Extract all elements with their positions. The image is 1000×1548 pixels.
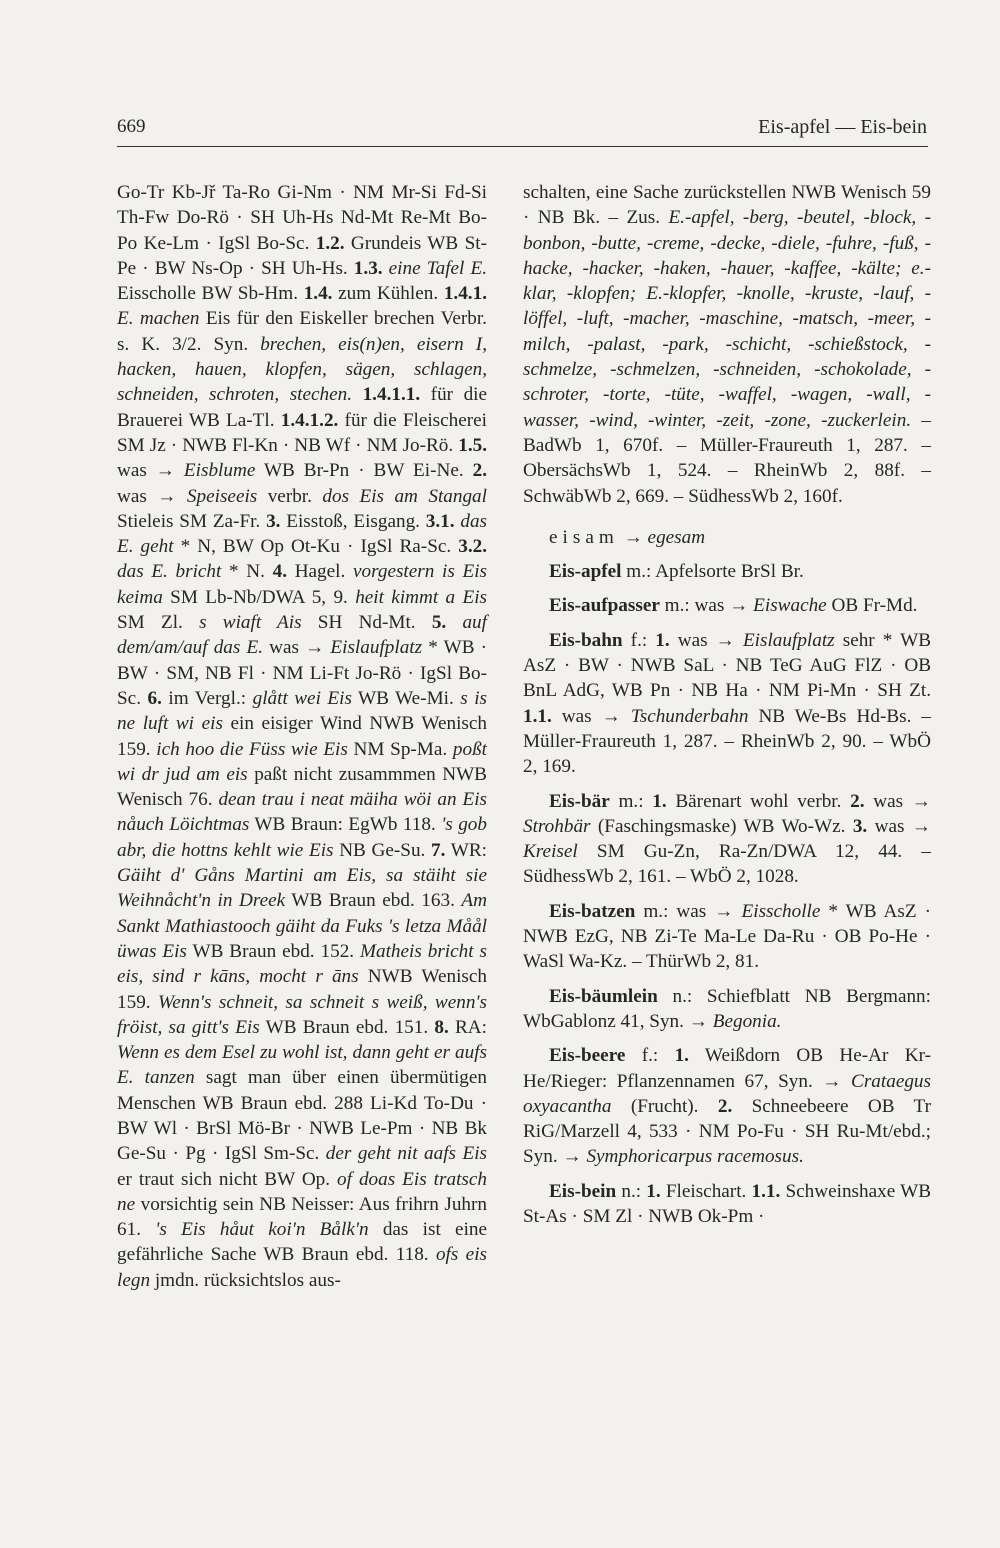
lemma-eis-apfel: Eis-apfel [549,561,622,583]
entry-eis-end: schalten, eine Sache zurückstellen NWB Wenisch 59 · NB Bk. – Zus. E.-apfel, -berg, -beutel, -block, -bonbon, -butte, -creme, -decke, -diele, -fuhre, -fuß, -hacke, -hacker, -haken, -hauer, -kaffee, -kälte; e.-klar, -klopfen; E.-klopfer, -knolle, -kruste, -lauf, -löffel, -luft, -macher, -maschine, -matsch, -meer, -milch, -palast, -park, -schicht, -schießstock, -schmelze, -schmelzen, -schneiden, -schokolade, -schroter, -torte, -tüte, -waffel, -wagen, -wall, -wasser, -wind, -winter, -zeit, -zone, -zuckerlein. – BadWb 1, 670f. – Müller-Fraureuth 1, 287. – ObersächsWb 1, 524. – RheinWb 2, 88f. – SchwäbWb 2, 669. – SüdhessWb 2, 160f. [523,182,931,507]
lemma-eis-bein: Eis-bein [549,1180,617,1202]
lemma-eis-aufpasser: Eis-aufpasser [549,595,660,617]
page-number: 669 [117,116,146,137]
entry-eis-bahn: Eis-bahn f.: 1. was → Eislaufplatz sehr * WB AsZ · BW · NWB SaL · NB TeG AuG FlZ · OB BnL AdG, WB Pn · NB Ha · NM Pi-Mn · SH Zt. 1.1. was → Tschunderbahn NB We-Bs Hd-Bs. – Müller-Fraureuth 1, 287. – RheinWb 2, 90. – WbÖ 2, 169. [523,629,932,778]
entry-eis-baeumlein: Eis-bäumlein n.: Schiefblatt NB Bergmann: WbGablonz 41, Syn. → Begonia. [523,985,931,1032]
entry-eis-beere: Eis-beere f.: 1. Weißdorn OB He-Ar Kr-He/Rieger: Pflanzennamen 67, Syn. → Crataegus oxyacantha (Frucht). 2. Schneebeere OB Tr RiG/Marzell 4, 533 · NM Po-Fu · SH Ru-Mt/ebd.; Syn. → Symphoricarpus racemosus. [523,1045,931,1168]
lemma-eis-baeumlein: Eis-bäumlein [549,985,658,1007]
running-head: Eis-apfel — Eis-bein [758,116,927,138]
entry-eis-continuation: Go-Tr Kb-Jř Ta-Ro Gi-Nm · NM Mr-Si Fd-Si Th-Fw Do-Rö · SH Uh-Hs Nd-Mt Re-Mt Bo-Po Ke-Lm · IgSl Bo-Sc. 1.2. Grundeis WB St-Pe · BW Ns-Op · SH Uh-Hs. 1.3. eine Tafel E. Eisscholle BW Sb-Hm. 1.4. zum Kühlen. 1.4.1. E. machen Eis für den Eiskeller brechen Verbr. s. K. 3/2. Syn. brechen, eis(n)en, eisern I, hacken, hauen, klopfen, sägen, schlagen, schneiden, schroten, stechen. 1.4.1.1. für die Brauerei WB La-Tl. 1.4.1.2. für die Fleischerei SM Jz · NWB Fl-Kn · NB Wf · NM Jo-Rö. 1.5. was → Eisblume WB Br-Pn · BW Ei-Ne. 2. was → Speiseeis verbr. dos Eis am Stangal Stieleis SM Za-Fr. 3. Eisstoß, Eisgang. 3.1. das E. geht * N, BW Op Ot-Ku · IgSl Ra-Sc. 3.2. das E. bricht * N. 4. Hagel. vorgestern is Eis keima SM Lb-Nb/DWA 5, 9. heit kimmt a Eis SM Zl. s wiaft Ais SH Nd-Mt. 5. auf dem/am/auf das E. was → Eislaufplatz * WB · BW · SM, NB Fl · NM Li-Ft Jo-Rö · IgSl Bo-Sc. 6. im Vergl.: glått wei Eis WB We-Mi. s is ne luft wi eis ein eisiger Wind NWB Wenisch 159. ich hoo die Füss wie Eis NM Sp-Ma. poßt wi dr jud am eis paßt nicht zusammmen NWB Wenisch 76. dean trau i neat mäiha wöi an Eis nåuch Löichtmas WB Braun: EgWb 118. 's gob abr, die hottns kehlt wie Eis NB Ge-Su. 7. WR: Gäiht d' Gåns Martini am Eis, sa stäiht sie Weihnåcht'n in Dreek WB Braun ebd. 163. Am Sankt Mathiastooch gäiht da Fuks 's letza Måål üwas Eis WB Braun ebd. 152. Matheis bricht s eis, sind r kāns, mocht r āns NWB Wenisch 159. Wenn's schneit, sa schneit s weiß, wenn's fröist, sa gitt's Eis WB Braun ebd. 151. 8. RA: Wenn es dem Esel zu wohl ist, dann geht er aufs E. tanzen sagt man über einen übermütigen Menschen WB Braun ebd. 288 Li-Kd To-Du · BW Wl · BrSl Mö-Br · NWB Le-Pm · NB Bk Ge-Su · Pg · IgSl Sm-Sc. der geht nit aafs Eis er traut sich nicht BW Op. of doas Eis tratsch ne vorsichtig sein NB Neisser: Aus frihrn Juhrn 61. 's Eis håut koi'n Bålk'n das ist eine gefährliche Sache WB Braun ebd. 118. ofs eis legn jmdn. rücksichtslos aus- [117,182,488,1291]
left-column [117,180,487,1293]
entry-eis-batzen: Eis-batzen m.: was → Eisscholle * WB AsZ · NWB EzG, NB Zi-Te Ma-Le Da-Ru · OB Po-He · WaSl Wa-Kz. – ThürWb 2, 81. [523,900,931,973]
lemma-eis-baer: Eis-bär [549,790,610,812]
entry-eis-apfel: Eis-apfel m.: Apfelsorte BrSl Br. [549,561,804,583]
right-column [523,180,931,1229]
lemma-eisam: eisam [549,526,619,548]
lemma-eis-batzen: Eis-batzen [549,900,636,922]
lemma-eis-beere: Eis-beere [549,1045,626,1067]
entry-eis-baer: Eis-bär m.: 1. Bärenart wohl verbr. 2. was → Strohbär (Faschingsmaske) WB Wo-Wz. 3. was → Kreisel SM Gu-Zn, Ra-Zn/DWA 12, 44. – SüdhessWb 2, 161. – WbÖ 2, 1028. [523,790,931,888]
header-rule [117,146,928,147]
entry-eis-bein: Eis-bein n.: 1. Fleischart. 1.1. Schweinshaxe WB St-As · SM Zl · NWB Ok-Pm · [523,1180,931,1227]
lemma-eis-bahn: Eis-bahn [549,629,623,651]
entry-eisam: eisam → egesam [549,526,706,548]
entry-eis-aufpasser: Eis-aufpasser m.: was → Eiswache OB Fr-Md. [549,595,918,617]
